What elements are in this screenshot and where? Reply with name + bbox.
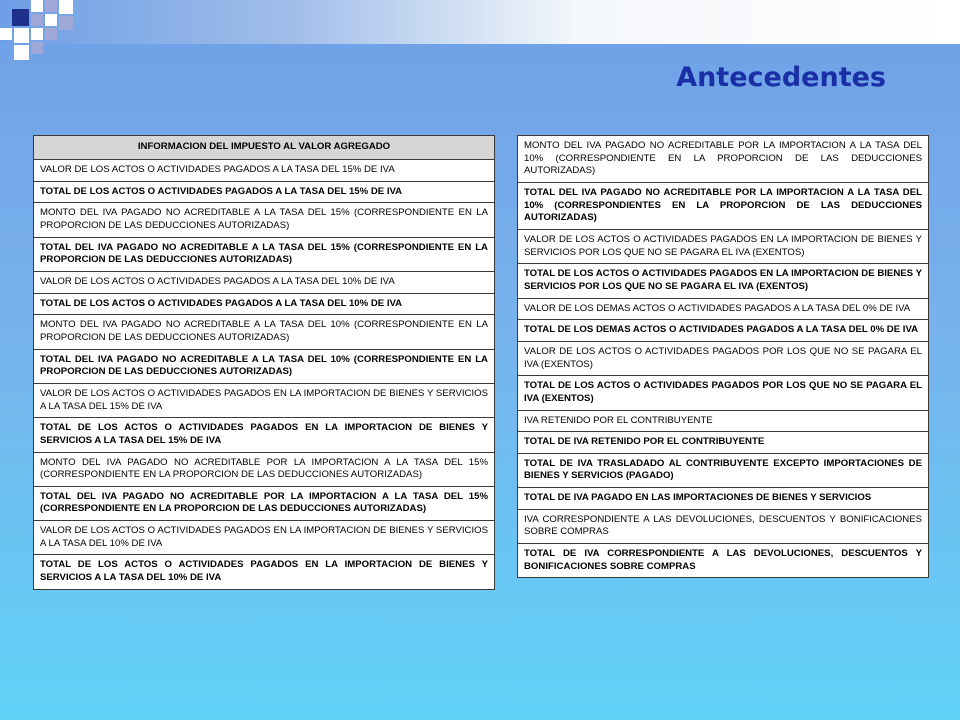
table-row [34,293,495,315]
table-row [518,229,929,263]
table-cell: TOTAL DE IVA PAGADO EN LAS IMPORTACIONES DE BIENES Y SERVICIOS [518,488,929,510]
table-cell: TOTAL DEL IVA PAGADO NO ACREDITABLE POR LA IMPORTACION A LA TASA DEL 10% (CORRESPONDIENTES EN LA PROPORCION DE LAS DEDUCCIONES AUTORIZADAS) [518,182,929,229]
iva-info-table-right [517,135,929,578]
table-cell: TOTAL DEL IVA PAGADO NO ACREDITABLE A LA TASA DEL 15% (CORRESPONDIENTE EN LA PROPORCION DE LAS DEDUCCIONES AUTORIZADAS) [34,237,495,271]
table-row [518,182,929,229]
table-row [34,315,495,349]
table-cell: TOTAL DEL IVA PAGADO NO ACREDITABLE A LA TASA DEL 10% (CORRESPONDIENTE EN LA PROPORCION DE LAS DEDUCCIONES AUTORIZADAS) [34,349,495,383]
table-cell: TOTAL DE IVA RETENIDO POR EL CONTRIBUYENTE [518,432,929,454]
table-row [34,203,495,237]
table-cell: TOTAL DE LOS ACTOS O ACTIVIDADES PAGADOS A LA TASA DEL 15% DE IVA [34,181,495,203]
table-row [518,320,929,342]
table-cell: VALOR DE LOS ACTOS O ACTIVIDADES PAGADOS EN LA IMPORTACION DE BIENES Y SERVICIOS A LA TASA DEL 15% DE IVA [34,383,495,417]
table-cell: TOTAL DE IVA CORRESPONDIENTE A LAS DEVOLUCIONES, DESCUENTOS Y BONIFICACIONES SOBRE COMPRAS [518,544,929,578]
table-cell: TOTAL DE LOS ACTOS O ACTIVIDADES PAGADOS A LA TASA DEL 10% DE IVA [34,293,495,315]
table-cell: TOTAL DE LOS DEMAS ACTOS O ACTIVIDADES PAGADOS A LA TASA DEL 0% DE IVA [518,320,929,342]
table-cell: VALOR DE LOS ACTOS O ACTIVIDADES PAGADOS EN LA IMPORTACION DE BIENES Y SERVICIOS POR LOS QUE NO SE PAGARA EL IVA (EXENTOS) [518,229,929,263]
table-row [34,383,495,417]
table-cell: MONTO DEL IVA PAGADO NO ACREDITABLE POR LA IMPORTACION A LA TASA DEL 10% (CORRESPONDIENTE EN LA PROPORCION DE LAS DEDUCCIONES AUTORIZADAS) [518,136,929,183]
top-banner [0,0,960,44]
table-row [518,488,929,510]
table-cell: IVA RETENIDO POR EL CONTRIBUYENTE [518,410,929,432]
table-row [34,452,495,486]
table-row [34,160,495,182]
table-row [34,181,495,203]
table-cell: MONTO DEL IVA PAGADO NO ACREDITABLE A LA TASA DEL 10% (CORRESPONDIENTE EN LA PROPORCION DE LAS DEDUCCIONES AUTORIZADAS) [34,315,495,349]
table-row [518,453,929,487]
table-cell: TOTAL DE LOS ACTOS O ACTIVIDADES PAGADOS POR LOS QUE NO SE PAGARA EL IVA (EXENTOS) [518,376,929,410]
table-row [34,486,495,520]
iva-info-table-left [33,135,495,590]
table-cell: VALOR DE LOS ACTOS O ACTIVIDADES PAGADOS A LA TASA DEL 10% DE IVA [34,271,495,293]
table-row [518,264,929,298]
table-header-row [34,136,495,160]
table-row [34,237,495,271]
table-cell: TOTAL DEL IVA PAGADO NO ACREDITABLE POR LA IMPORTACION A LA TASA DEL 15% (CORRESPONDIENTE EN LA PROPORCION DE LAS DEDUCCIONES AUTORIZADAS) [34,486,495,520]
table-cell: VALOR DE LOS ACTOS O ACTIVIDADES PAGADOS A LA TASA DEL 15% DE IVA [34,160,495,182]
table-row [34,521,495,555]
table-row [518,341,929,375]
table-row [34,271,495,293]
table-cell: MONTO DEL IVA PAGADO NO ACREDITABLE A LA TASA DEL 15% (CORRESPONDIENTE EN LA PROPORCION DE LAS DEDUCCIONES AUTORIZADAS) [34,203,495,237]
table-row [34,418,495,452]
table-row [518,544,929,578]
table-row [518,432,929,454]
table-cell: TOTAL DE LOS ACTOS O ACTIVIDADES PAGADOS EN LA IMPORTACION DE BIENES Y SERVICIOS A LA TASA DEL 10% DE IVA [34,555,495,589]
table-row [34,349,495,383]
table-row [518,376,929,410]
table-header: INFORMACION DEL IMPUESTO AL VALOR AGREGADO [34,136,495,160]
table-row [34,555,495,589]
slide-title: Antecedentes [676,62,886,93]
table-cell: VALOR DE LOS ACTOS O ACTIVIDADES PAGADOS POR LOS QUE NO SE PAGARA EL IVA (EXENTOS) [518,341,929,375]
table-cell: VALOR DE LOS ACTOS O ACTIVIDADES PAGADOS EN LA IMPORTACION DE BIENES Y SERVICIOS A LA TASA DEL 10% DE IVA [34,521,495,555]
table-row [518,410,929,432]
table-cell: MONTO DEL IVA PAGADO NO ACREDITABLE POR LA IMPORTACION A LA TASA DEL 15% (CORRESPONDIENTE EN LA PROPORCION DE LAS DEDUCCIONES AUTORIZADAS) [34,452,495,486]
table-row [518,509,929,543]
table-cell: TOTAL DE LOS ACTOS O ACTIVIDADES PAGADOS EN LA IMPORTACION DE BIENES Y SERVICIOS A LA TASA DEL 15% DE IVA [34,418,495,452]
table-row [518,298,929,320]
table-cell: IVA CORRESPONDIENTE A LAS DEVOLUCIONES, DESCUENTOS Y BONIFICACIONES SOBRE COMPRAS [518,509,929,543]
table-cell: VALOR DE LOS DEMAS ACTOS O ACTIVIDADES PAGADOS A LA TASA DEL 0% DE IVA [518,298,929,320]
table-cell: TOTAL DE IVA TRASLADADO AL CONTRIBUYENTE EXCEPTO IMPORTACIONES DE BIENES Y SERVICIOS (PAGADO) [518,453,929,487]
table-cell: TOTAL DE LOS ACTOS O ACTIVIDADES PAGADOS EN LA IMPORTACION DE BIENES Y SERVICIOS POR LOS QUE NO SE PAGARA EL IVA (EXENTOS) [518,264,929,298]
table-row [518,136,929,183]
